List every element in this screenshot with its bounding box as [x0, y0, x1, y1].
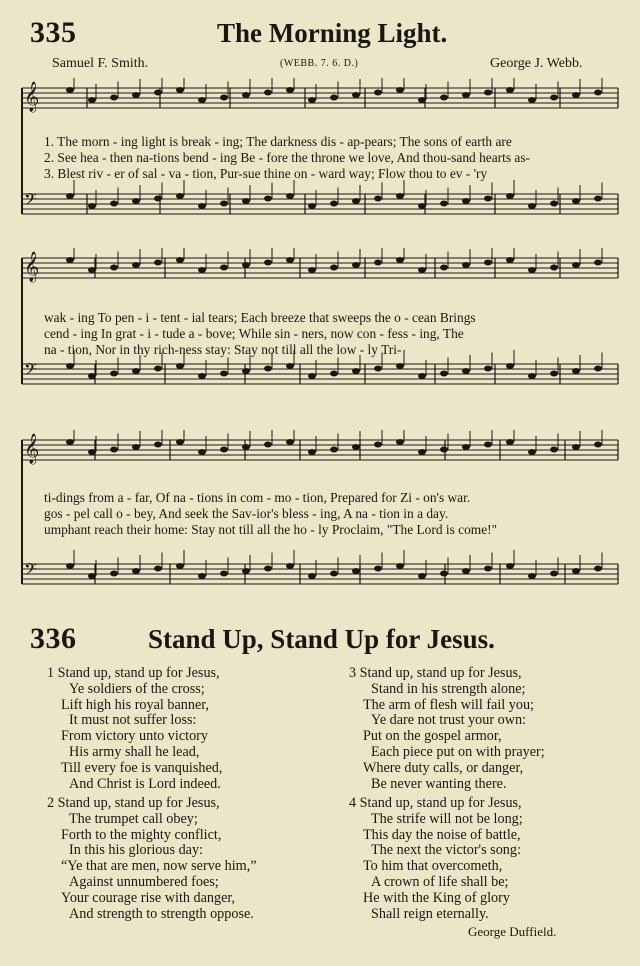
verse-line: A crown of life shall be;	[371, 873, 509, 890]
verse-line: 4 Stand up, stand up for Jesus,	[349, 795, 522, 811]
verse-line: The next the victor's song:	[371, 842, 521, 859]
note	[308, 267, 316, 273]
verse-3	[349, 666, 545, 792]
note	[132, 262, 140, 268]
note	[88, 267, 96, 273]
note	[506, 87, 514, 93]
lyric-line: 2. See hea - then na-tions bend - ing Be - fore the throne we love, And thou-sand hearts as-	[44, 150, 531, 165]
verse-line: And Christ is Lord indeed.	[69, 775, 221, 792]
note	[330, 201, 338, 207]
note	[572, 368, 580, 374]
note	[550, 447, 558, 453]
note	[286, 563, 294, 569]
verse-line: He with the King of glory	[363, 889, 510, 906]
verse-line: Stand in his strength alone;	[371, 680, 526, 697]
note	[198, 267, 206, 273]
note	[264, 566, 272, 572]
note	[418, 573, 426, 579]
verse-line: Against unnumbered foes;	[69, 873, 219, 890]
verse-line: Put on the gospel armor,	[363, 728, 502, 745]
note	[198, 97, 206, 103]
note	[242, 262, 250, 268]
lyrics-system-2	[44, 310, 476, 358]
note	[396, 563, 404, 569]
note	[132, 198, 140, 204]
note	[330, 95, 338, 101]
note	[352, 92, 360, 98]
author-credit: George Duffield.	[468, 924, 557, 939]
verse-line: “Ye that are men, now serve him,”	[61, 858, 257, 875]
treble-clef-icon: 𝄞	[24, 82, 40, 112]
note	[110, 201, 118, 207]
verse-line: Where duty calls, or danger,	[363, 759, 524, 776]
note	[88, 97, 96, 103]
note	[110, 95, 118, 101]
note	[396, 257, 404, 263]
note	[220, 371, 228, 377]
verse-line: 1 Stand up, stand up for Jesus,	[47, 665, 220, 681]
note	[198, 373, 206, 379]
verse-line: The strife will not be long;	[371, 810, 523, 827]
note	[352, 262, 360, 268]
note	[418, 267, 426, 273]
note	[286, 193, 294, 199]
note	[88, 203, 96, 209]
note	[462, 92, 470, 98]
verse-line: The arm of flesh will fail you;	[363, 696, 534, 713]
note	[198, 203, 206, 209]
note	[396, 363, 404, 369]
note	[308, 449, 316, 455]
note	[484, 442, 492, 448]
note	[110, 447, 118, 453]
verse-line: Be never wanting there.	[371, 775, 507, 792]
note	[484, 90, 492, 96]
lyric-line: cend - ing In grat - i - tude a - bove; While sin - ners, now con - fess - ing, The	[44, 326, 464, 341]
note	[242, 568, 250, 574]
note	[242, 444, 250, 450]
note	[330, 265, 338, 271]
note	[352, 368, 360, 374]
note	[528, 203, 536, 209]
note	[484, 366, 492, 372]
note	[330, 571, 338, 577]
note	[572, 198, 580, 204]
note	[242, 92, 250, 98]
note	[528, 449, 536, 455]
note	[374, 366, 382, 372]
note	[594, 260, 602, 266]
lyric-line: ti-dings from a - far, Of na - tions in com - mo - tion, Prepared for Zi - on's war.	[44, 490, 471, 505]
note	[154, 260, 162, 266]
note	[506, 563, 514, 569]
note	[528, 267, 536, 273]
note	[594, 442, 602, 448]
note	[374, 566, 382, 572]
lyric-line: na - tion, Nor in thy rich-ness stay: Stay not till all the low - ly Tri-	[44, 342, 402, 357]
words-credit: Samuel F. Smith.	[52, 56, 149, 71]
note	[418, 203, 426, 209]
hymn-title: Stand Up, Stand Up for Jesus.	[148, 624, 495, 654]
note	[440, 201, 448, 207]
note	[462, 262, 470, 268]
note	[132, 568, 140, 574]
note	[110, 265, 118, 271]
note	[176, 257, 184, 263]
note	[66, 563, 74, 569]
lyric-line: 3. Blest riv - er of sal - va - tion, Pur-sue thine on - ward way; Flow thou to ev - 'ry	[44, 166, 488, 181]
note	[330, 371, 338, 377]
note	[484, 566, 492, 572]
note	[572, 92, 580, 98]
note	[132, 92, 140, 98]
hymn-title: The Morning Light.	[217, 18, 448, 48]
note	[352, 198, 360, 204]
note	[462, 444, 470, 450]
note	[154, 90, 162, 96]
verse-1	[47, 666, 222, 792]
note	[594, 566, 602, 572]
note	[88, 449, 96, 455]
lyric-line: 1. The morn - ing light is break - ing; The darkness dis - ap-pears; The sons of earth are	[44, 134, 512, 149]
note	[550, 571, 558, 577]
note	[418, 97, 426, 103]
note	[220, 265, 228, 271]
note	[594, 196, 602, 202]
note	[286, 257, 294, 263]
verse-line: His army shall he lead,	[69, 743, 200, 760]
tune-name: (WEBB. 7. 6. D.)	[280, 58, 359, 69]
verse-line: In this his glorious day:	[69, 842, 203, 859]
note	[308, 203, 316, 209]
note	[264, 366, 272, 372]
note	[110, 371, 118, 377]
verse-line: It must not suffer loss:	[69, 712, 197, 729]
note	[88, 373, 96, 379]
verse-line: Forth to the mighty conflict,	[61, 826, 222, 843]
note	[440, 265, 448, 271]
note	[528, 97, 536, 103]
note	[528, 373, 536, 379]
note	[154, 196, 162, 202]
note	[220, 201, 228, 207]
note	[418, 373, 426, 379]
note	[352, 444, 360, 450]
note	[308, 97, 316, 103]
music-credit: George J. Webb.	[490, 56, 583, 71]
note	[440, 371, 448, 377]
note	[198, 449, 206, 455]
note	[572, 262, 580, 268]
note	[66, 87, 74, 93]
note	[484, 260, 492, 266]
note	[572, 568, 580, 574]
note	[220, 571, 228, 577]
verse-line: Each piece put on with prayer;	[371, 743, 545, 760]
verse-line: This day the noise of battle,	[363, 826, 521, 843]
lyrics-system-1	[44, 134, 530, 182]
note	[286, 87, 294, 93]
verse-line: From victory unto victory	[61, 728, 208, 745]
note	[132, 444, 140, 450]
note	[286, 363, 294, 369]
note	[242, 198, 250, 204]
note	[88, 573, 96, 579]
note	[484, 196, 492, 202]
verse-line: 2 Stand up, stand up for Jesus,	[47, 795, 220, 811]
note	[198, 573, 206, 579]
note	[462, 198, 470, 204]
note	[550, 201, 558, 207]
note	[264, 196, 272, 202]
note	[550, 265, 558, 271]
note	[66, 439, 74, 445]
note	[396, 193, 404, 199]
bass-clef-icon: 𝄢	[24, 189, 37, 213]
note	[396, 439, 404, 445]
hymn-number: 336	[30, 622, 77, 655]
verse-line: Ye soldiers of the cross;	[69, 680, 205, 697]
note	[440, 447, 448, 453]
note	[176, 563, 184, 569]
note	[374, 90, 382, 96]
lyric-line: gos - pel call o - bey, And seek the Sav-ior's bless - ing, A na - tion in a day.	[44, 506, 449, 521]
note	[462, 368, 470, 374]
verse-line: 3 Stand up, stand up for Jesus,	[349, 665, 522, 681]
note	[176, 193, 184, 199]
verse-line: Your courage rise with danger,	[61, 889, 236, 906]
note	[374, 442, 382, 448]
lyric-line: umphant reach their home: Stay not till all the ho - ly Proclaim, "The Lord is come!"	[44, 522, 498, 537]
note	[308, 373, 316, 379]
note	[506, 439, 514, 445]
note	[220, 95, 228, 101]
note	[418, 449, 426, 455]
note	[352, 568, 360, 574]
verse-line: Lift high his royal banner,	[61, 696, 209, 713]
note	[110, 571, 118, 577]
note	[264, 260, 272, 266]
note	[154, 366, 162, 372]
note	[264, 90, 272, 96]
note	[550, 95, 558, 101]
note	[550, 371, 558, 377]
note	[66, 257, 74, 263]
note	[506, 363, 514, 369]
verse-line: The trumpet call obey;	[69, 810, 198, 827]
note	[220, 447, 228, 453]
note	[264, 442, 272, 448]
note	[572, 444, 580, 450]
note	[594, 366, 602, 372]
note	[594, 90, 602, 96]
note	[308, 573, 316, 579]
verse-line: And strength to strength oppose.	[69, 905, 254, 922]
note	[176, 439, 184, 445]
note	[330, 447, 338, 453]
note	[374, 196, 382, 202]
verse-line: To him that overcometh,	[363, 858, 503, 875]
note	[462, 568, 470, 574]
bass-clef-icon: 𝄢	[24, 559, 37, 583]
note	[176, 363, 184, 369]
note	[66, 363, 74, 369]
note	[286, 439, 294, 445]
bass-clef-icon: 𝄢	[24, 359, 37, 383]
note	[506, 193, 514, 199]
note	[440, 95, 448, 101]
hymn-number: 335	[30, 16, 77, 49]
treble-clef-icon: 𝄞	[24, 252, 40, 282]
treble-clef-icon: 𝄞	[24, 434, 40, 464]
note	[154, 442, 162, 448]
lyric-line: wak - ing To pen - i - tent - ial tears; Each breeze that sweeps the o - cean Brings	[44, 310, 476, 325]
note	[528, 573, 536, 579]
verse-line: Ye dare not trust your own:	[371, 712, 527, 729]
note	[132, 368, 140, 374]
note	[440, 571, 448, 577]
note	[66, 193, 74, 199]
lyrics-system-3	[44, 490, 497, 538]
note	[154, 566, 162, 572]
note	[374, 260, 382, 266]
verse-line: Shall reign eternally.	[371, 905, 489, 922]
note	[242, 368, 250, 374]
verse-line: Till every foe is vanquished,	[61, 759, 223, 776]
verse-2	[47, 796, 257, 922]
verse-4	[349, 796, 523, 922]
note	[396, 87, 404, 93]
note	[506, 257, 514, 263]
note	[176, 87, 184, 93]
